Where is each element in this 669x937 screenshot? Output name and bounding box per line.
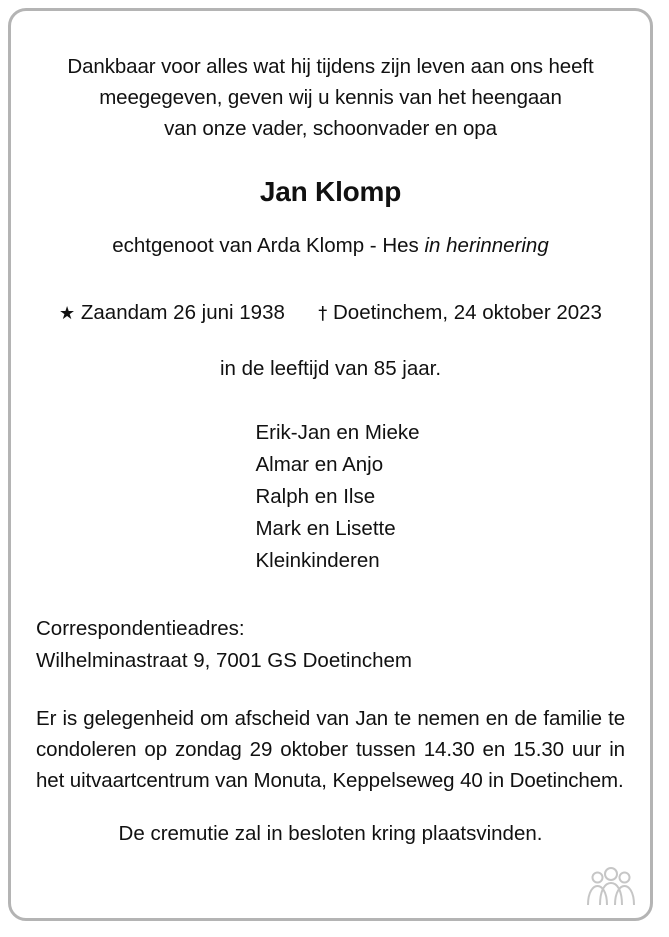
spouse-line <box>28 234 633 258</box>
list-item: Kleinkinderen <box>255 549 380 572</box>
death-cross-icon: † <box>318 303 328 324</box>
list-item: Almar en Anjo <box>255 453 384 476</box>
spouse-text: echtgenoot van Arda Klomp - Hes <box>112 234 419 257</box>
obituary-content <box>11 11 650 918</box>
birth-details: Zaandam 26 juni 1938 <box>80 301 285 324</box>
birth-death-line <box>28 301 633 325</box>
people-group-icon <box>584 867 638 907</box>
remembrance-note: in herinnering <box>424 234 549 257</box>
intro-line-3: van onze vader, schoonvader en opa <box>164 117 497 140</box>
survivors-list <box>241 417 419 577</box>
list-item: Ralph en Ilse <box>255 485 376 508</box>
death-details: Doetinchem, 24 oktober 2023 <box>333 301 602 324</box>
correspondence-address <box>28 613 633 677</box>
intro-text <box>28 51 633 144</box>
intro-line-2: meegegeven, geven wij u kennis van het heengaan <box>99 86 562 109</box>
birth-star-icon: ★ <box>59 303 76 324</box>
arrangements-paragraph: Er is gelegenheid om afscheid van Jan te nemen en de familie te condoleren op zondag 29 oktober tussen 14.30 en 15.30 uur in het uitvaartcentrum van Monuta, Keppelseweg 40 in Doetinchem. <box>36 707 625 792</box>
closing-line: De cremutie zal in besloten kring plaatsvinden. <box>118 822 543 845</box>
deceased-name: Jan Klomp <box>259 176 402 207</box>
address-label: Correspondentieadres: <box>36 617 245 640</box>
survivors-block <box>28 417 633 577</box>
list-item: Mark en Lisette <box>255 517 396 540</box>
list-item: Erik-Jan en Mieke <box>255 421 420 444</box>
intro-line-1: Dankbaar voor alles wat hij tijdens zijn leven aan ons heeft <box>67 55 594 78</box>
address-value: Wilhelminastraat 9, 7001 GS Doetinchem <box>36 649 413 672</box>
obituary-card <box>8 8 653 921</box>
age-line: in de leeftijd van 85 jaar. <box>219 357 442 380</box>
